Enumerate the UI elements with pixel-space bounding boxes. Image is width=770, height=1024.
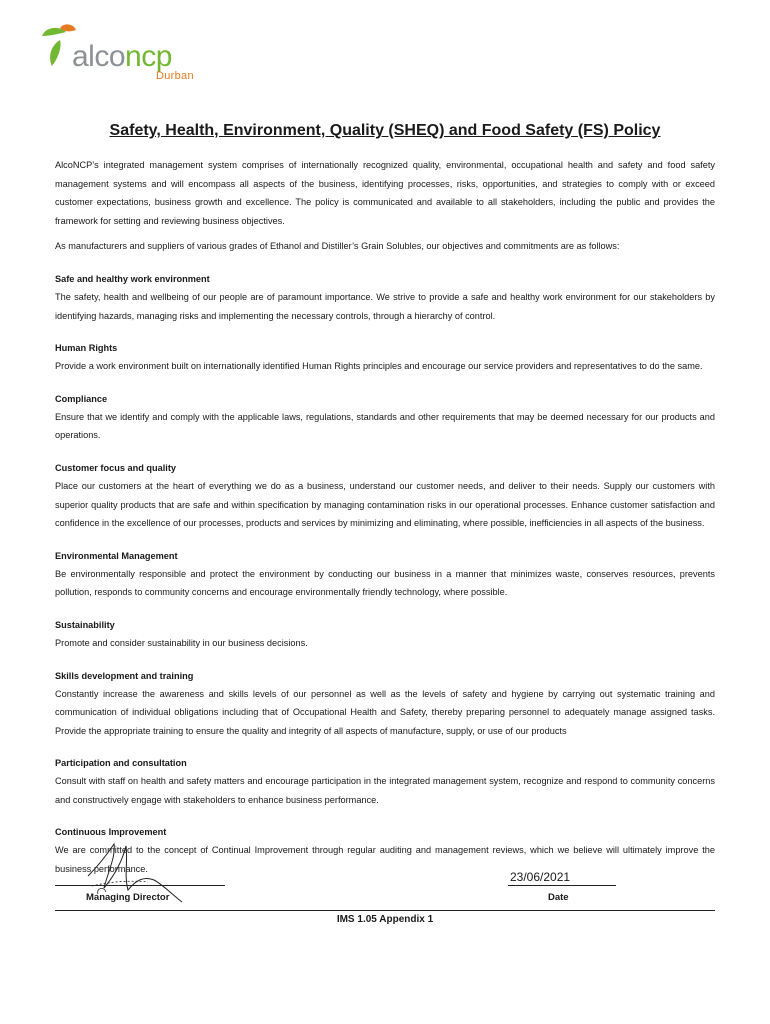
signature-line xyxy=(55,885,225,886)
section-text: Consult with staff on health and safety matters and encourage participation in the integrated management system, recognize and respond to community concerns and constructively engage with stakeholders to enhance business performance. xyxy=(55,776,715,805)
section-sustainability xyxy=(55,616,715,653)
section-text: Ensure that we identify and comply with the applicable laws, regulations, standards and other requirements that may be deemed necessary for our products and operations. xyxy=(55,411,715,441)
logo-wordmark xyxy=(72,42,172,72)
company-logo xyxy=(38,22,218,84)
section-text: The safety, health and wellbeing of our people are of paramount importance. We strive to provide a safe and healthy work environment for our stakeholders by identifying hazards, managing risks and implementing the necessary controls, through a hierarchy of control. xyxy=(55,291,715,321)
document-code: IMS 1.05 Appendix 1 xyxy=(336,914,434,925)
objectives-intro: As manufacturers and suppliers of various grades of Ethanol and Distiller’s Grain Solubles, our objectives and commitments are as follows: xyxy=(55,241,620,252)
section-environmental xyxy=(55,547,715,602)
section-heading: Compliance xyxy=(55,393,108,404)
logo-part-ncp: ncp xyxy=(125,40,172,73)
section-text: Provide a work environment built on internationally identified Human Rights principles and encourage our service providers and representatives to do the same. xyxy=(55,361,703,372)
section-text: We are committed to the concept of Continual Improvement through regular auditing and management reviews, which we believe will ultimately improve the business performance. xyxy=(55,845,715,875)
policy-body xyxy=(55,156,715,879)
section-skills xyxy=(55,667,715,741)
section-heading: Participation and consultation xyxy=(55,758,187,769)
section-text: Promote and consider sustainability in our business decisions. xyxy=(55,637,308,648)
section-text: Constantly increase the awareness and skills levels of our personnel as well as the levels of safety and hygiene by carrying out systematic training and communication of individual obligations including that of Occupational Health and Safety, thereby preparing personnel to adequately manage assigned tasks. Provide the appropriate training to ensure the quality and integrity of all aspects of manufacture, supply, or use of our products xyxy=(55,688,715,736)
date-label: Date xyxy=(548,892,569,903)
section-heading: Customer focus and quality xyxy=(55,462,176,473)
signed-date: 23/06/2021 xyxy=(510,870,571,884)
policy-title: Safety, Health, Environment, Quality (SHEQ) and Food Safety (FS) Policy xyxy=(109,122,661,139)
logo-subtitle: Durban xyxy=(156,70,194,82)
footer-divider xyxy=(55,910,715,911)
section-heading: Sustainability xyxy=(55,619,115,630)
section-compliance xyxy=(55,390,715,445)
section-text: Be environmentally responsible and protect the environment by conducting our business in a manner that minimizes waste, conserves resources, prevents pollution, responds to community concerns and encourage environmentally friendly technology, where possible. xyxy=(55,568,715,598)
logo-part-alco: alco xyxy=(72,40,126,73)
intro-paragraph: AlcoNCP’s integrated management system comprises of internationally recognized quality, environmental, occupational health and safety and food safety management systems and will encompass all aspects of the business, identifying processes, risks, opportunities, and strategies to comply with or exceed customer expectations, business growth and excellence. The policy is communicated and available to all stakeholders, including the public and provides the framework for setting and reviewing business objectives. xyxy=(55,160,715,226)
signatory-role: Managing Director xyxy=(86,892,170,903)
section-heading: Human Rights xyxy=(55,343,118,354)
section-participation xyxy=(55,754,715,809)
section-customer-focus xyxy=(55,459,715,533)
section-human-rights xyxy=(55,339,715,376)
section-heading: Skills development and training xyxy=(55,670,194,681)
section-heading: Environmental Management xyxy=(55,550,178,561)
section-heading: Continuous Improvement xyxy=(55,827,167,838)
section-text: Place our customers at the heart of everything we do as a business, understand our customer needs, and deliver to their needs. Supply our customers with superior quality products that are safe and within specification by managing contamination risks in our operational processes. Enhance customer satisfaction and confidence in the excellence of our processes, products and services by minimizing and eliminating, where possible, inefficiencies in all aspects of the business. xyxy=(55,480,715,529)
section-heading: Safe and healthy work environment xyxy=(55,273,210,284)
section-safe-work xyxy=(55,270,715,325)
date-line xyxy=(508,885,616,886)
